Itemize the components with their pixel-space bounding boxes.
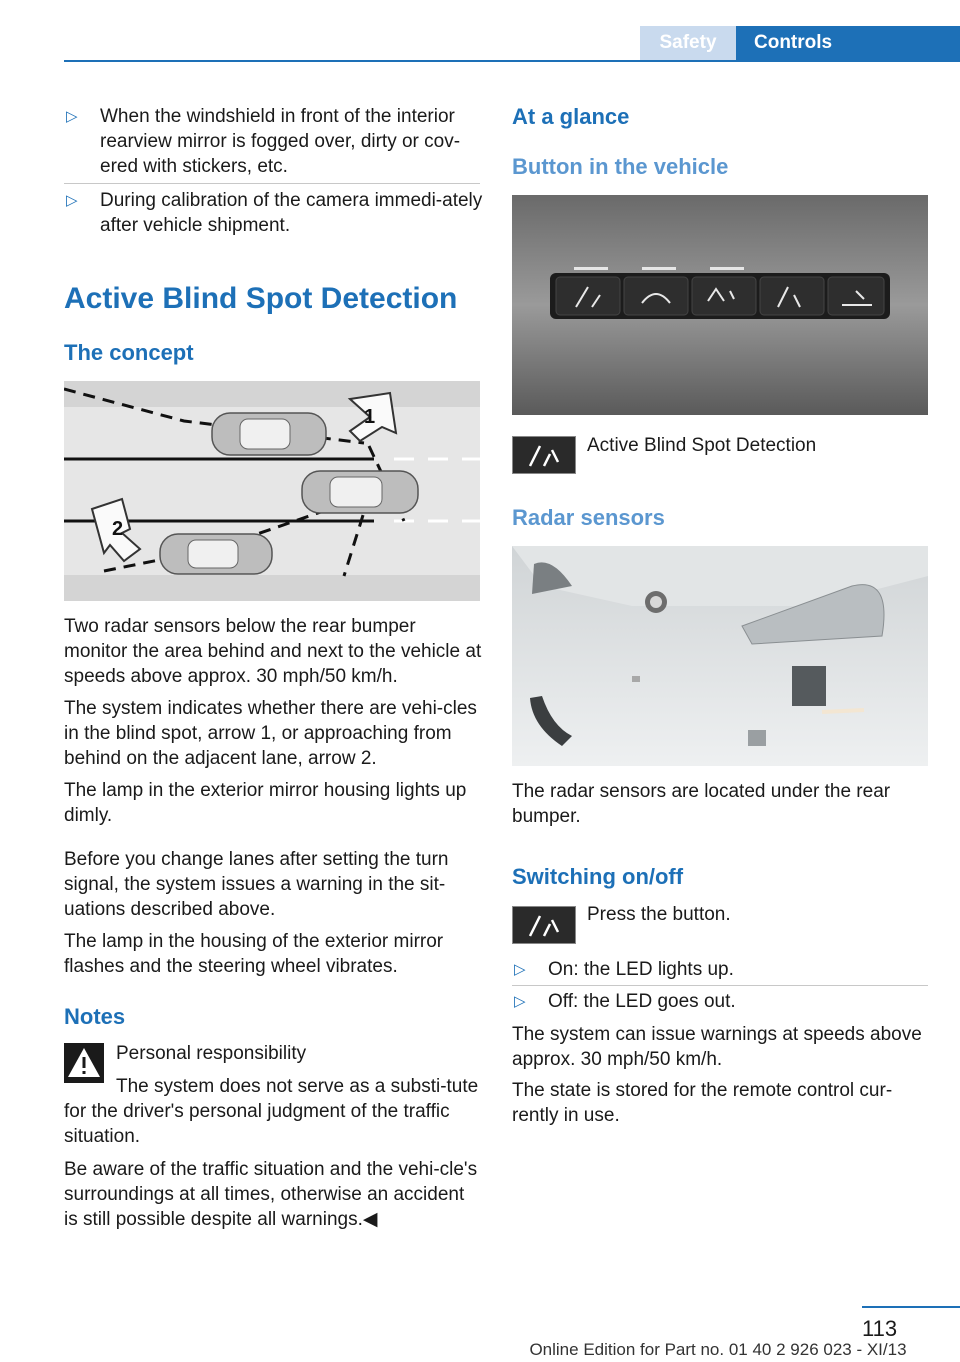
tab-controls[interactable]: Controls — [736, 26, 960, 60]
list-item-text: When the windshield in front of the interior rearview mirror is fogged over, dirty or cov-ered with stickers, etc. — [100, 106, 461, 177]
button-panel-photo — [512, 195, 928, 415]
blind-spot-icon — [524, 442, 564, 468]
bullet-triangle-icon: ▷ — [66, 108, 78, 125]
arrow-1-label: 1 — [364, 406, 376, 428]
section-title: Active Blind Spot Detection — [64, 282, 458, 315]
list-item — [64, 104, 484, 179]
paragraph: The lamp in the housing of the exterior mirror flashes and the steering wheel vibrates. — [64, 931, 444, 977]
list-item — [512, 957, 932, 982]
notes-title: Notes — [64, 1004, 126, 1029]
switch-title: Switching on/off — [512, 864, 684, 889]
list-item-text: During calibration of the camera immedi-ately after vehicle shipment. — [100, 190, 483, 236]
warning-text: Be aware of the traffic situation and the vehi-cle's surroundings at all times, otherwise an accident is still possible despite all warnings.◀ — [64, 1159, 478, 1230]
arrow-2-label: 2 — [112, 518, 124, 540]
radar-title: Radar sensors — [512, 505, 665, 530]
edition-text: Online Edition for Part no. 01 40 2 926 023 - XI/13 — [529, 1340, 907, 1359]
button-title: Button in the vehicle — [512, 154, 729, 179]
radar-text: The radar sensors are located under the rear bumper. — [512, 781, 891, 827]
list-item — [512, 989, 932, 1014]
switch-caption: Press the button. — [587, 904, 731, 925]
paragraph: Before you change lanes after setting the turn signal, the system issues a warning in the sit-uations described above. — [64, 849, 449, 920]
paragraph: Two radar sensors below the rear bumper monitor the area behind and next to the vehicle at speeds above approx. 30 mph/50 km/h. — [64, 616, 482, 687]
concept-title: The concept — [64, 340, 194, 365]
paragraph: The lamp in the exterior mirror housing lights up dimly. — [64, 780, 467, 826]
page-number: 113 — [862, 1316, 898, 1341]
bullet-triangle-icon: ▷ — [514, 961, 526, 978]
list-item — [64, 188, 484, 238]
blind-spot-button-icon — [512, 436, 576, 474]
paragraph: The system indicates whether there are vehi-cles in the blind spot, arrow 1, or approaching from behind on the adjacent lane, arrow 2. — [64, 698, 477, 769]
header-rule — [64, 60, 960, 62]
bullet-triangle-icon: ▷ — [66, 192, 78, 209]
blind-spot-diagram — [64, 381, 480, 601]
footer-rule — [862, 1306, 960, 1308]
paragraph: The system can issue warnings at speeds above approx. 30 mph/50 km/h. — [512, 1024, 922, 1070]
blind-spot-icon — [524, 912, 564, 938]
warning-text: The system does not serve as a substi-tute for the driver's personal judgment of the traffic situation. — [64, 1076, 479, 1147]
rear-bumper-photo — [512, 546, 928, 766]
tab-safety[interactable]: Safety — [640, 26, 736, 60]
list-item-text: Off: the LED goes out. — [548, 991, 736, 1012]
list-item-text: On: the LED lights up. — [548, 959, 734, 980]
divider — [512, 985, 928, 986]
switch-button-icon — [512, 906, 576, 944]
paragraph: The state is stored for the remote control cur-rently in use. — [512, 1080, 893, 1126]
warning-title: Personal responsibility — [116, 1043, 307, 1064]
bullet-triangle-icon: ▷ — [514, 993, 526, 1010]
divider — [64, 183, 480, 184]
glance-title: At a glance — [512, 104, 630, 129]
button-caption: Active Blind Spot Detection — [587, 435, 817, 456]
